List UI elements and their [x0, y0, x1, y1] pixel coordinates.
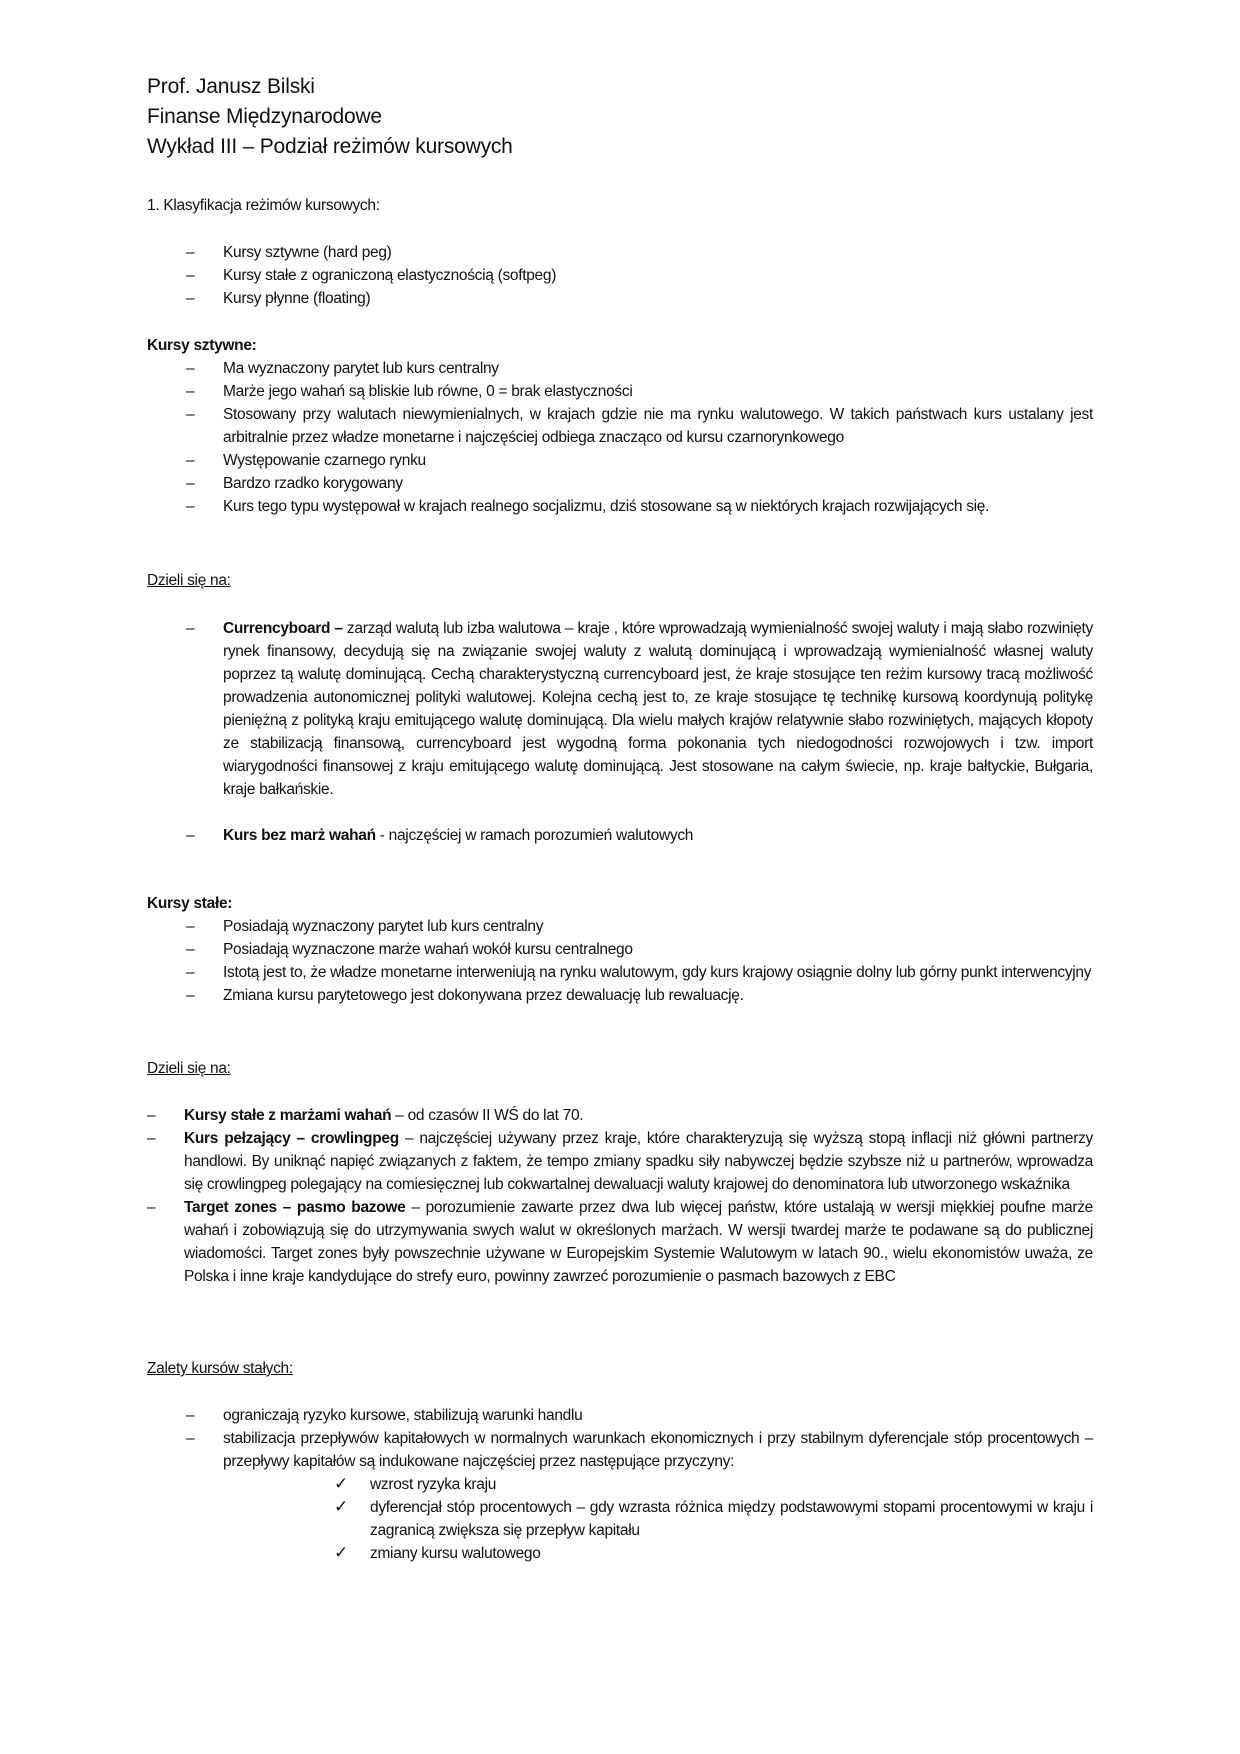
dash-bullet: –	[147, 1199, 156, 1216]
dash-bullet: –	[147, 1107, 156, 1124]
dash-bullet: –	[186, 383, 195, 400]
section-kursy-stale-title: Kursy stałe:	[147, 895, 233, 912]
section-dzieli-title-2: Dzieli się na:	[147, 1060, 231, 1077]
list-item: – Posiadają wyznaczony parytet lub kurs centralny	[186, 915, 1093, 938]
dash-bullet: –	[186, 244, 195, 261]
list-item: – Istotą jest to, że władze monetarne interweniują na rynku walutowym, gdy kurs krajowy osiągnie dolny lub górny punkt interwencyjny	[186, 961, 1093, 984]
list-item: – ograniczają ryzyko kursowe, stabilizują warunki handlu	[186, 1404, 1093, 1427]
checkmark-icon: ✓	[334, 1497, 348, 1516]
kursy-stale-list	[186, 915, 1093, 1007]
list-item: – Target zones – pasmo bazowe – porozumienie zawarte przez dwa lub więcej państw, które ustalają w wersji miękkiej poufne marże wahań i zobowiązują się do utrzymywania swych walut w określonych marżach. W wersji twardej marże te podawane są do publicznej wiadomości. Target zones były powszechnie używane w Europejskim Systemie Walutowym w latach 90., wielu ekonomistów uważa, ze Polska i inne kraje kandydujące do strefy euro, powinny zawrzeć porozumienie o pasmach bazowych z EBC	[147, 1196, 1093, 1288]
check-list-item: ✓ dyferencjał stóp procentowych – gdy wzrasta różnica między podstawowymi stopami procentowymi w kraju i zagranicą zwiększa się przepływ kapitału	[334, 1497, 1093, 1539]
list-item-currencyboard: – Currencyboard – zarząd walutą lub izba walutowa – kraje , które wprowadzają wymienialność swojej waluty i mają słabo rozwinięty rynek finansowy, decydują się na związanie swojej waluty z walutą dominującą i wprowadzają wymienialność własnej waluty poprzez tą walutę dominującą. Cechą charakterystyczną currencyboard jest, że kraje stosujące ten reżim kursowy tracą możliwość prowadzenia autonomicznej polityki walutowej. Kolejna cechą jest to, ze kraje stosujące tę technikę kursową koordynują politykę pieniężną z polityką kraju emitującego walutę dominującą. Dla wielu małych krajów relatywnie słabo rozwiniętych, mających kłopoty ze stabilizacją finansową, currencyboard jest wygodną forma pokonania tych niedogodności rozwojowych i tzw. import wiarygodności finansowej z kraju emitującego walutę dominującą. Jest stosowane na całym świecie, np. kraje bałtyckie, Bułgaria, kraje bałkańskie.	[186, 617, 1093, 801]
classification-list	[186, 241, 1086, 310]
section-dzieli-title-1: Dzieli się na:	[147, 572, 231, 589]
check-list-item: ✓ wzrost ryzyka kraju	[334, 1474, 497, 1493]
section-zalety-title: Zalety kursów stałych:	[147, 1360, 293, 1377]
list-item: – Posiadają wyznaczone marże wahań wokół kursu centralnego	[186, 938, 1093, 961]
list-item: – Występowanie czarnego rynku	[186, 449, 1093, 472]
dzieli-list-1	[186, 617, 1093, 847]
dash-bullet: –	[186, 1430, 195, 1447]
dash-bullet: –	[186, 498, 195, 515]
list-item: – Marże jego wahań są bliskie lub równe, 0 = brak elastyczności	[186, 380, 1093, 403]
dash-bullet: –	[186, 290, 195, 307]
list-item: – stabilizacja przepływów kapitałowych w normalnych warunkach ekonomicznych i przy stabilnym dyferencjale stóp procentowych – przepływy kapitałów są indukowane najczęściej przez następujące przyczyny:	[186, 1427, 1093, 1473]
dash-bullet: –	[186, 987, 195, 1004]
dash-bullet: –	[186, 964, 195, 981]
dash-bullet: –	[186, 452, 195, 469]
dash-bullet: –	[186, 941, 195, 958]
dash-bullet: –	[147, 1130, 156, 1147]
list-item: – Ma wyznaczony parytet lub kurs centralny	[186, 357, 1093, 380]
kursy-sztywne-list	[186, 357, 1093, 518]
zalety-list	[186, 1404, 1093, 1473]
list-item: – Kurs tego typu występował w krajach realnego socjalizmu, dziś stosowane są w niektórych krajach rozwijających się.	[186, 495, 1093, 518]
list-item: – Kursy płynne (floating)	[186, 287, 1086, 310]
dash-bullet: –	[186, 406, 195, 423]
dzieli-list-2	[147, 1104, 1093, 1288]
checkmark-icon: ✓	[334, 1543, 348, 1562]
dash-bullet: –	[186, 360, 195, 377]
list-item: – Stosowany przy walutach niewymienialnych, w krajach gdzie nie ma rynku walutowego. W takich państwach kurs ustalany jest arbitralnie przez władze monetarne i najczęściej odbiega znacząco od kursu czarnorynkowego	[186, 403, 1093, 449]
dash-bullet: –	[186, 620, 195, 637]
list-item: – Kursy stałe z ograniczoną elastycznością (softpeg)	[186, 264, 1086, 287]
list-item: – Bardzo rzadko korygowany	[186, 472, 1093, 495]
document-header	[147, 72, 513, 162]
zalety-check-list	[334, 1473, 1093, 1565]
list-item: – Kursy stałe z marżami wahań – od czasów II WŚ do lat 70.	[147, 1104, 1093, 1127]
checkmark-icon: ✓	[334, 1474, 348, 1493]
section-classification-title: 1. Klasyfikacja reżimów kursowych:	[147, 197, 380, 214]
dash-bullet: –	[186, 475, 195, 492]
dash-bullet: –	[186, 1407, 195, 1424]
list-item: – Kurs pełzający – crowlingpeg – najczęściej używany przez kraje, które charakteryzują się wyższą stopą inflacji niż główni partnerzy handlowi. By uniknąć napięć związanych z faktem, że tempo zmiany spadku siły nabywczej będzie szybsze niż u partnerów, wprowadza się crowlingpeg polegający na comiesięcznej lub cokwartalnej dewaluacji waluty krajowej do denominatora lub utworzonego wskaźnika	[147, 1127, 1093, 1196]
list-item: – Kursy sztywne (hard peg)	[186, 241, 1086, 264]
author-line: Prof. Janusz Bilski	[147, 75, 315, 98]
check-list-item: ✓ zmiany kursu walutowego	[334, 1543, 541, 1562]
list-item-bez-marz: – Kurs bez marż wahań - najczęściej w ramach porozumień walutowych	[186, 824, 1093, 847]
dash-bullet: –	[186, 918, 195, 935]
course-title: Finanse Międzynarodowe	[147, 105, 382, 128]
dash-bullet: –	[186, 267, 195, 284]
lecture-title: Wykład III – Podział reżimów kursowych	[147, 135, 513, 158]
dash-bullet: –	[186, 827, 195, 844]
section-kursy-sztywne-title: Kursy sztywne:	[147, 337, 257, 354]
list-item: – Zmiana kursu parytetowego jest dokonywana przez dewaluację lub rewaluację.	[186, 984, 1093, 1007]
